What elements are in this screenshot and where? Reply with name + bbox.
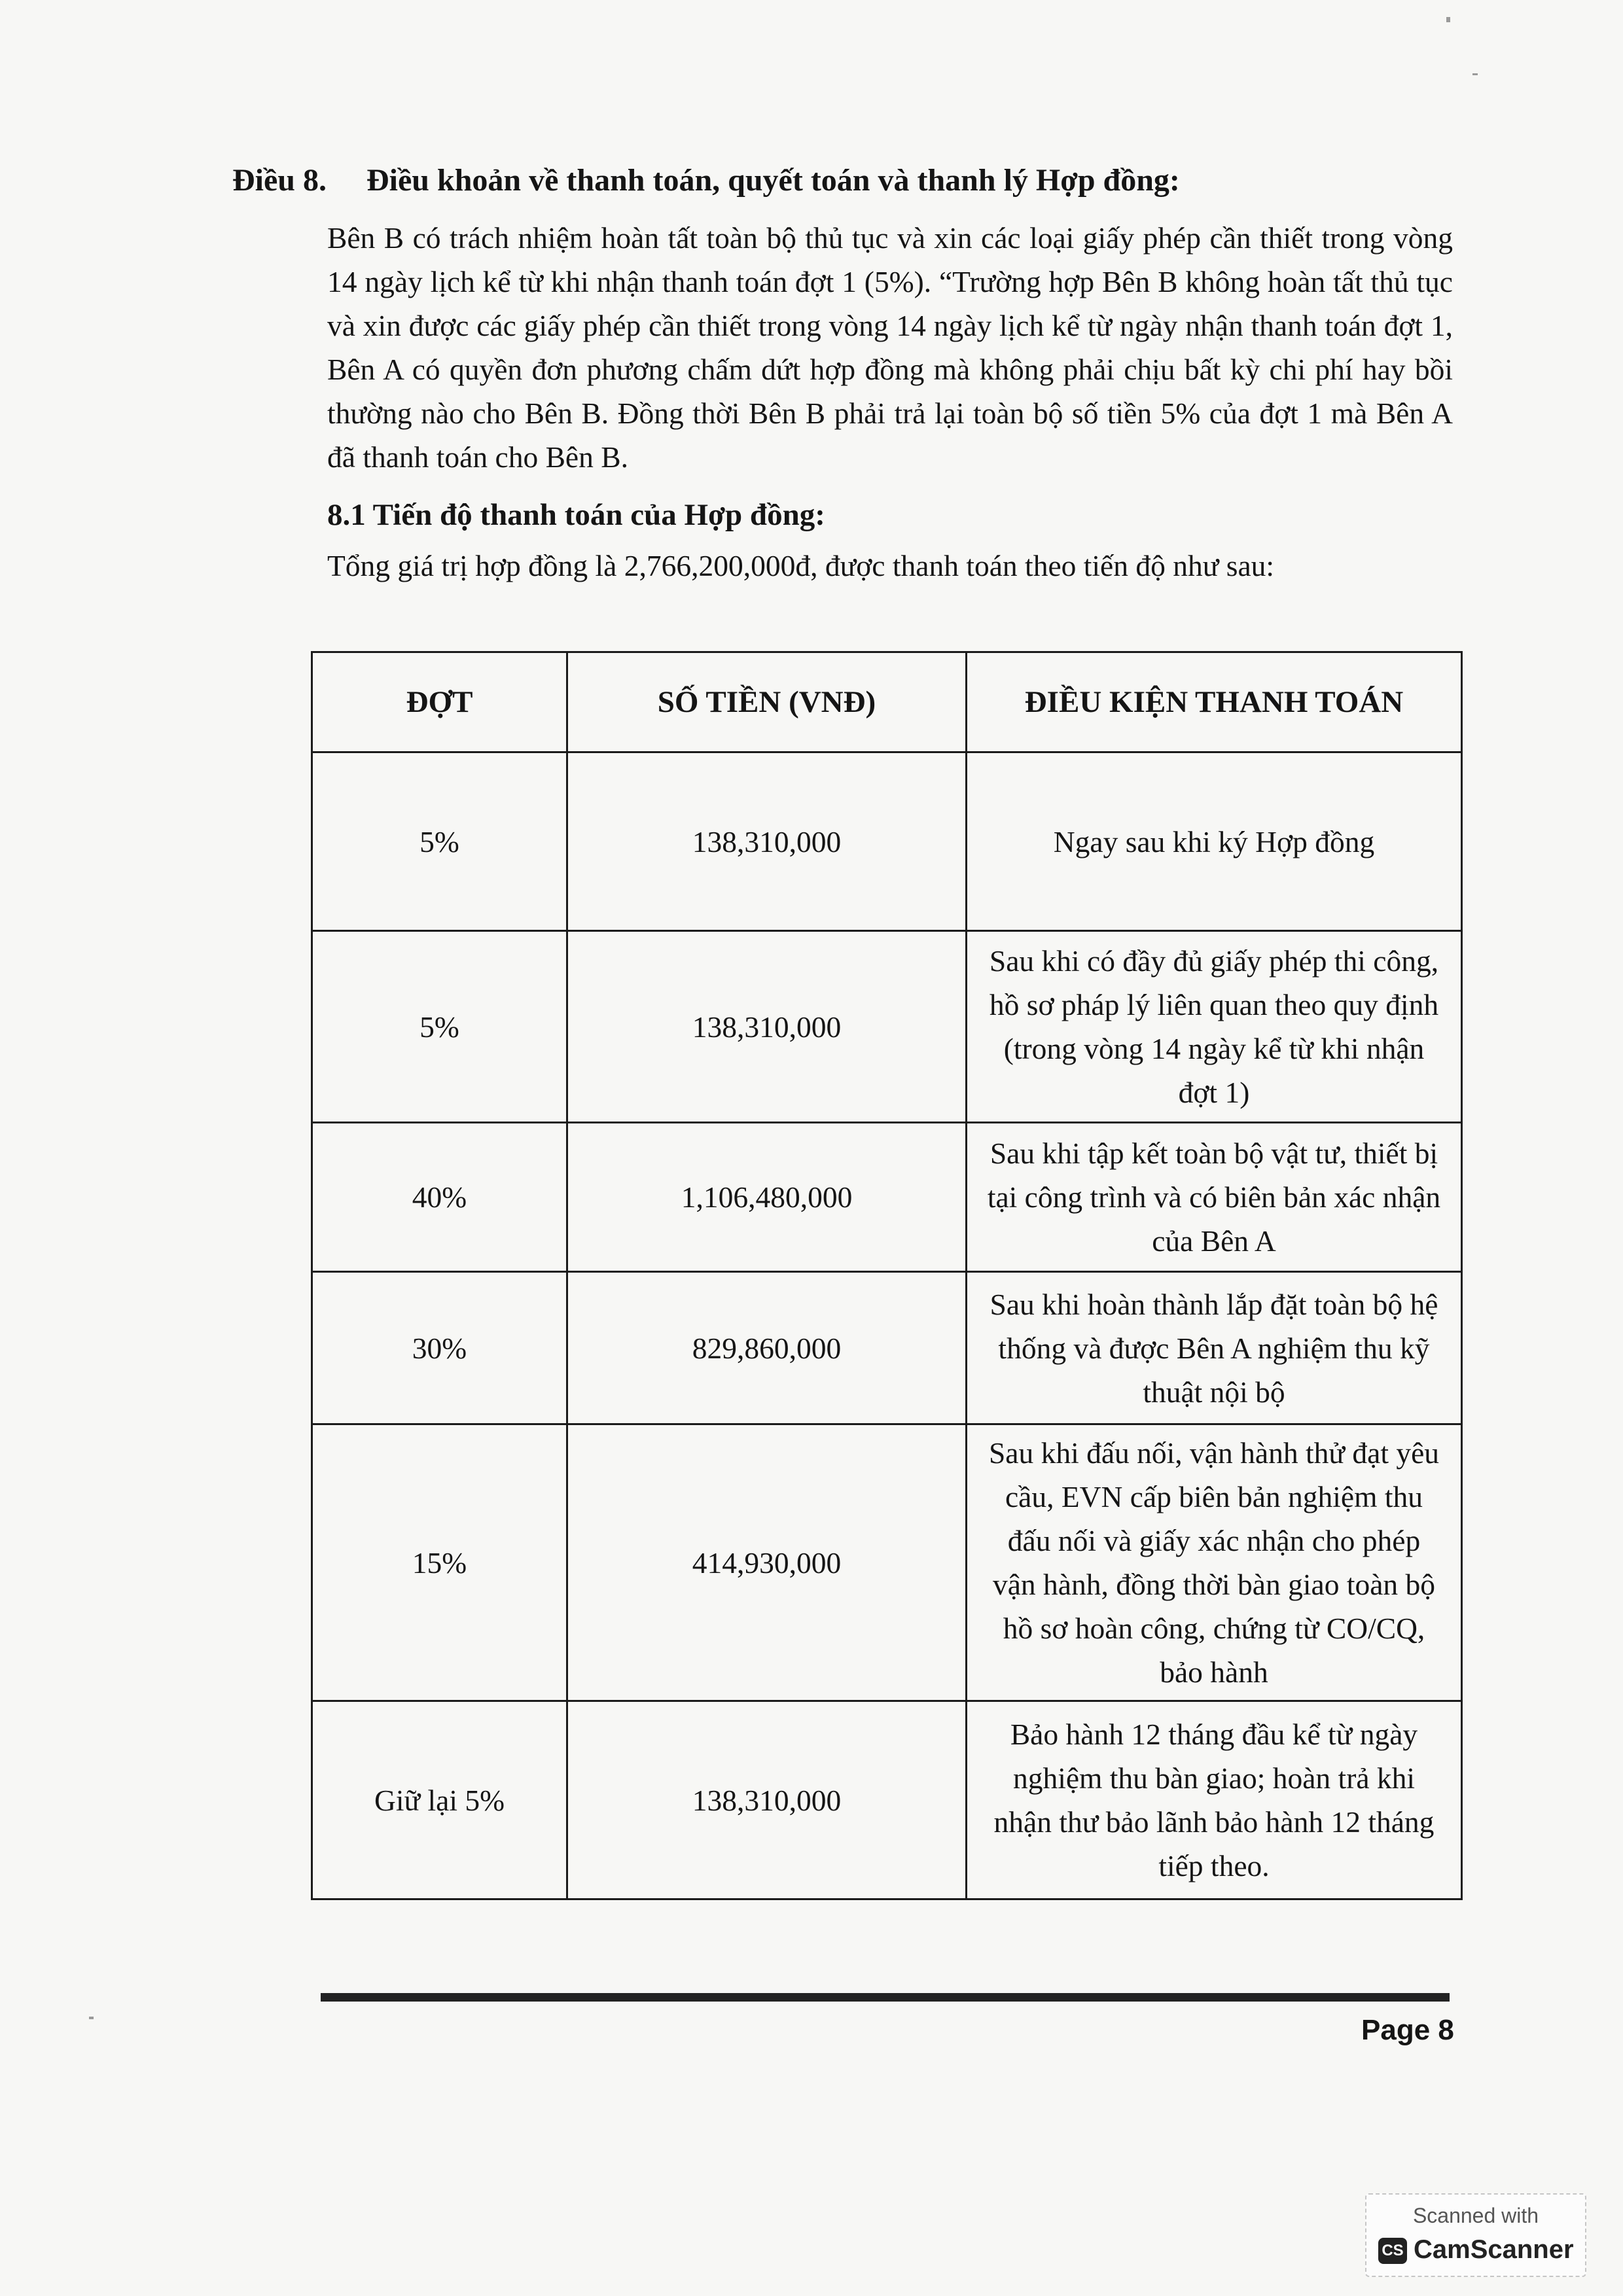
table-row (312, 1424, 1462, 1701)
footer-rule (321, 1993, 1450, 2002)
cell-condition: Ngay sau khi ký Hợp đồng (967, 752, 1462, 931)
cell-installment: 15% (312, 1424, 567, 1701)
cell-amount: 138,310,000 (567, 752, 967, 931)
cell-amount: 138,310,000 (567, 1701, 967, 1899)
cell-installment: 5% (312, 931, 567, 1123)
page-number: Page 8 (1361, 2014, 1454, 2046)
table-row (312, 752, 1462, 931)
scanner-watermark (1365, 2193, 1586, 2277)
article-heading (232, 162, 1180, 198)
cell-condition: Sau khi tập kết toàn bộ vật tư, thiết bị tại công trình và có biên bản xác nhận của Bên A (967, 1123, 1462, 1272)
table-row (312, 1701, 1462, 1899)
header-installment: ĐỢT (312, 652, 567, 752)
cell-condition: Sau khi hoàn thành lắp đặt toàn bộ hệ thống và được Bên A nghiệm thu kỹ thuật nội bộ (967, 1272, 1462, 1424)
section-intro: Tổng giá trị hợp đồng là 2,766,200,000đ, được thanh toán theo tiến độ như sau: (327, 549, 1275, 582)
payment-schedule-table (311, 651, 1463, 1900)
table-row (312, 931, 1462, 1123)
cell-installment: 40% (312, 1123, 567, 1272)
cell-amount: 414,930,000 (567, 1424, 967, 1701)
cell-condition: Sau khi đấu nối, vận hành thử đạt yêu cầu, EVN cấp biên bản nghiệm thu đấu nối và giấy xác nhận cho phép vận hành, đồng thời bàn giao toàn bộ hồ sơ hoàn công, chứng từ CO/CQ, bảo hành (967, 1424, 1462, 1701)
paragraph-text: Bên B có trách nhiệm hoàn tất toàn bộ thủ tục và xin các loại giấy phép cần thiết trong vòng 14 ngày lịch kể từ khi nhận thanh toán đợt 1 (5%). “Trường hợp Bên B không hoàn tất thủ tục và xin được các giấy phép cần thiết trong vòng 14 ngày lịch kể từ ngày nhận thanh toán đợt 1, Bên A có quyền đơn phương chấm dứt hợp đồng mà không phải chịu bất kỳ chi phí hay bồi thường nào cho Bên B. Đồng thời Bên B phải trả lại toàn bộ số tiền 5% của đợt 1 mà Bên A đã thanh toán cho Bên B. (327, 221, 1453, 474)
cell-condition: Sau khi có đầy đủ giấy phép thi công, hồ sơ pháp lý liên quan theo quy định (trong vòng 14 ngày kể từ khi nhận đợt 1) (967, 931, 1462, 1123)
scanner-brand: CamScanner (1414, 2235, 1574, 2264)
cell-amount: 1,106,480,000 (567, 1123, 967, 1272)
scanner-caption: Scanned with (1412, 2204, 1539, 2227)
article-number: Điều 8. (232, 163, 327, 198)
cell-installment: 5% (312, 752, 567, 931)
article-title: Điều khoản về thanh toán, quyết toán và thanh lý Hợp đồng: (366, 163, 1180, 198)
section-title: 8.1 Tiến độ thanh toán của Hợp đồng: (327, 498, 825, 532)
scan-speck (1472, 73, 1478, 75)
table-row (312, 1123, 1462, 1272)
header-amount: SỐ TIỀN (VNĐ) (567, 652, 967, 752)
cell-condition: Bảo hành 12 tháng đầu kể từ ngày nghiệm thu bàn giao; hoàn trả khi nhận thư bảo lãnh bảo hành 12 tháng tiếp theo. (967, 1701, 1462, 1899)
cell-amount: 138,310,000 (567, 931, 967, 1123)
table-header-row (312, 652, 1462, 752)
cell-amount: 829,860,000 (567, 1272, 967, 1424)
article-paragraph (327, 216, 1453, 479)
cell-installment: 30% (312, 1272, 567, 1424)
header-condition: ĐIỀU KIỆN THANH TOÁN (967, 652, 1462, 752)
table-row (312, 1272, 1462, 1424)
scan-speck (89, 2017, 94, 2019)
camscanner-logo-icon: CS (1378, 2238, 1407, 2264)
scan-speck (1446, 17, 1450, 22)
cell-installment: Giữ lại 5% (312, 1701, 567, 1899)
